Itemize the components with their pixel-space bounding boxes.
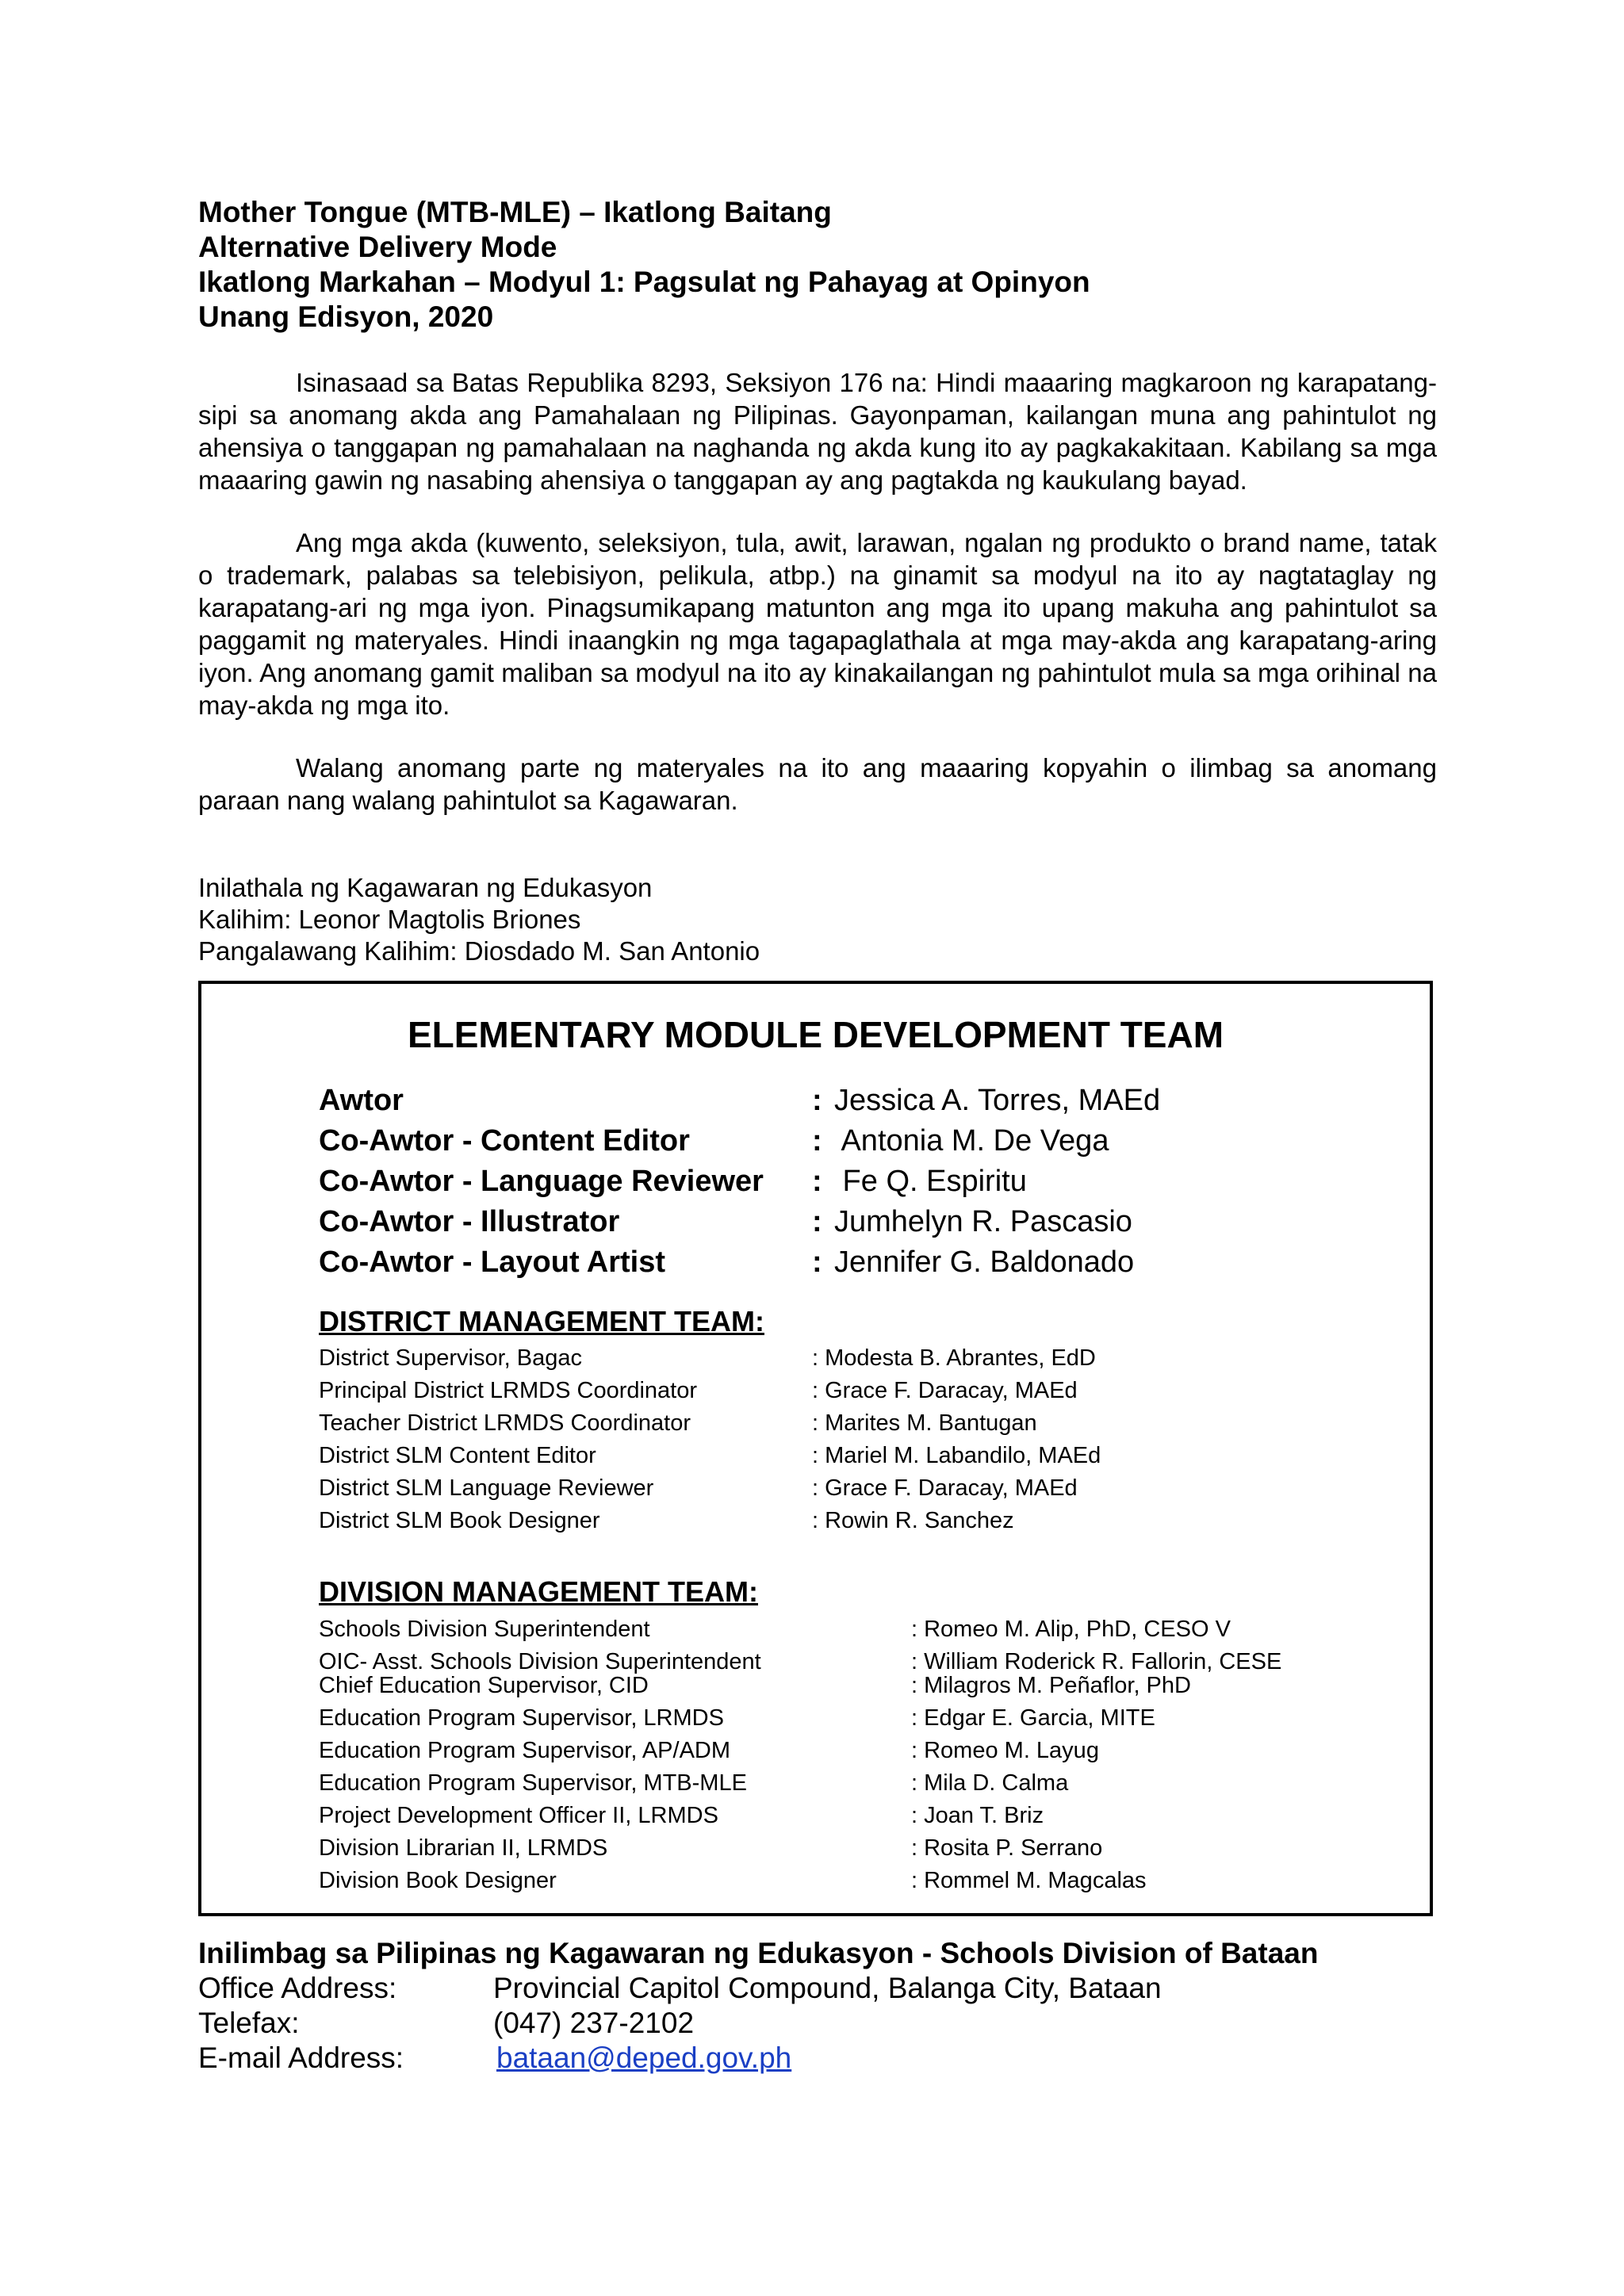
edition: Unang Edisyon, 2020: [198, 300, 494, 333]
telefax-row: [198, 2006, 1435, 2041]
list-item: [319, 1670, 1389, 1702]
team-member: : Mariel M. Labandilo, MAEd: [812, 1443, 1101, 1468]
office-address-label: Office Address:: [198, 1972, 397, 2004]
secretary: Kalihim: Leonor Magtolis Briones: [198, 905, 581, 934]
list-item: [319, 1375, 1389, 1407]
team-member: : Modesta B. Abrantes, EdD: [812, 1345, 1096, 1371]
team-member: : Joan T. Briz: [911, 1803, 1044, 1828]
list-item: [319, 1832, 1389, 1865]
team-member: : Marites M. Bantugan: [812, 1410, 1037, 1436]
subject-title: Mother Tongue (MTB-MLE) – Ikatlong Baitang: [198, 196, 832, 228]
author-row: [319, 1121, 1350, 1161]
team-member: : Grace F. Daracay, MAEd: [812, 1378, 1078, 1403]
telefax-label: Telefax:: [198, 2007, 300, 2039]
author-row: [319, 1081, 1350, 1121]
author-name: Jumhelyn R. Pascasio: [834, 1205, 1132, 1238]
team-role: Chief Education Supervisor, CID: [319, 1673, 649, 1698]
copyright-notice: [198, 366, 1437, 847]
team-role: Teacher District LRMDS Coordinator: [319, 1410, 691, 1436]
team-role: Schools Division Superintendent: [319, 1617, 650, 1642]
team-role: District SLM Language Reviewer: [319, 1475, 654, 1501]
author-row: [319, 1242, 1350, 1283]
team-member: : Edgar E. Garcia, MITE: [911, 1705, 1155, 1731]
printing-info: [198, 1936, 1435, 2076]
team-member: : Rowin R. Sanchez: [812, 1508, 1014, 1533]
printer-statement: Inilimbag sa Pilipinas ng Kagawaran ng Edukasyon - Schools Division of Bataan: [198, 1937, 1319, 1969]
paragraph: Walang anomang parte ng materyales na ito ang maaaring kopyahin o ilimbag sa anomang paraan nang walang pahintulot sa Kagawaran.: [198, 753, 1437, 815]
list-item: [319, 1646, 1389, 1674]
separator: :: [812, 1124, 822, 1158]
team-role: Principal District LRMDS Coordinator: [319, 1378, 698, 1403]
team-role: District SLM Book Designer: [319, 1508, 600, 1533]
team-role: Division Librarian II, LRMDS: [319, 1835, 608, 1861]
separator: :: [812, 1246, 822, 1279]
team-member: : William Roderick R. Fallorin, CESE: [911, 1649, 1282, 1674]
district-team-list: [319, 1342, 1389, 1537]
list-item: [319, 1702, 1389, 1735]
author-role: Co-Awtor - Layout Artist: [319, 1246, 665, 1279]
team-role: Education Program Supervisor, AP/ADM: [319, 1738, 731, 1763]
list-item: [319, 1472, 1389, 1505]
team-role: OIC- Asst. Schools Division Superintendent: [319, 1649, 761, 1674]
division-team-heading: DIVISION MANAGEMENT TEAM:: [319, 1575, 758, 1608]
author-role: Awtor: [319, 1084, 404, 1117]
list-item: [319, 1440, 1389, 1472]
module-title: Ikatlong Markahan – Modyul 1: Pagsulat ng Pahayag at Opinyon: [198, 266, 1090, 298]
list-item: [319, 1800, 1389, 1832]
team-role: District Supervisor, Bagac: [319, 1345, 583, 1371]
team-role: Education Program Supervisor, MTB-MLE: [319, 1770, 747, 1796]
team-member: : Rommel M. Magcalas: [911, 1868, 1147, 1893]
authors-list: [319, 1081, 1350, 1283]
author-name: Jennifer G. Baldonado: [834, 1246, 1135, 1279]
author-name: Jessica A. Torres, MAEd: [834, 1084, 1161, 1117]
team-member: : Romeo M. Layug: [911, 1738, 1099, 1763]
author-name: Fe Q. Espiritu: [834, 1165, 1027, 1198]
author-row: [319, 1202, 1350, 1242]
office-address-row: [198, 1971, 1435, 2006]
email-row: [198, 2041, 1435, 2076]
author-role: Co-Awtor - Content Editor: [319, 1124, 690, 1158]
team-title: ELEMENTARY MODULE DEVELOPMENT TEAM: [407, 1014, 1224, 1055]
team-member: : Milagros M. Peñaflor, PhD: [911, 1673, 1191, 1698]
author-role: Co-Awtor - Language Reviewer: [319, 1165, 764, 1198]
team-role: Education Program Supervisor, LRMDS: [319, 1705, 724, 1731]
list-item: [319, 1342, 1389, 1375]
team-member: : Mila D. Calma: [911, 1770, 1069, 1796]
email-link[interactable]: bataan@deped.gov.ph: [496, 2042, 792, 2074]
team-member: : Grace F. Daracay, MAEd: [812, 1475, 1078, 1501]
team-role: District SLM Content Editor: [319, 1443, 596, 1468]
author-role: Co-Awtor - Illustrator: [319, 1205, 620, 1238]
telefax-value: (047) 237-2102: [493, 2007, 695, 2039]
team-member: : Rosita P. Serrano: [911, 1835, 1103, 1861]
publisher-name: Inilathala ng Kagawaran ng Edukasyon: [198, 873, 653, 902]
paragraph: Ang mga akda (kuwento, seleksiyon, tula, awit, larawan, ngalan ng produkto o brand name, tatak o trademark, palabas sa telebisiyon, pelikula, atbp.) na ginamit sa modyul na ito ay nagtataglay ng karapatang-ari ng mga iyon. Pinagsumikapang matunton ang mga ito upang makuha ang pahintulot sa paggamit ng materyales. Hindi inaangkin ng mga tagapaglathala at mga may-akda ang karapatang-aring iyon. Ang anomang gamit maliban sa modyul na ito ay kinakailangan ng pahintulot mula sa mga orihinal na may-akda ng mga ito.: [198, 528, 1437, 720]
list-item: [319, 1767, 1389, 1800]
list-item: [319, 1613, 1389, 1646]
list-item: [319, 1865, 1389, 1897]
module-header: [198, 195, 1435, 335]
publisher-info: [198, 872, 1435, 967]
office-address-value: Provincial Capitol Compound, Balanga City, Bataan: [493, 1972, 1162, 2004]
separator: :: [812, 1084, 822, 1117]
list-item: [319, 1505, 1389, 1537]
list-item: [319, 1407, 1389, 1440]
team-member: : Romeo M. Alip, PhD, CESO V: [911, 1617, 1231, 1642]
separator: :: [812, 1165, 822, 1198]
district-team-heading: DISTRICT MANAGEMENT TEAM:: [319, 1305, 764, 1337]
author-row: [319, 1161, 1350, 1202]
division-team-list: [319, 1613, 1389, 1897]
team-role: Project Development Officer II, LRMDS: [319, 1803, 718, 1828]
email-label: E-mail Address:: [198, 2042, 404, 2074]
undersecretary: Pangalawang Kalihim: Diosdado M. San Antonio: [198, 936, 760, 966]
separator: :: [812, 1205, 822, 1238]
list-item: [319, 1735, 1389, 1767]
paragraph: Isinasaad sa Batas Republika 8293, Seksiyon 176 na: Hindi maaaring magkaroon ng karapatang-sipi sa anomang akda ang Pamahalaan ng Pilipinas. Gayonpaman, kailangan muna ang pahintulot ng ahensiya o tanggapan ng pamahalaan na naghanda ng akda kung ito ay pagkakakitaan. Kabilang sa mga maaaring gawin ng nasabing ahensiya o tanggapan ay ang pagtakda ng kaukulang bayad.: [198, 368, 1437, 495]
team-role: Division Book Designer: [319, 1868, 557, 1893]
author-name: Antonia M. De Vega: [834, 1124, 1109, 1158]
development-team-box: [198, 981, 1433, 1916]
delivery-mode: Alternative Delivery Mode: [198, 231, 557, 263]
